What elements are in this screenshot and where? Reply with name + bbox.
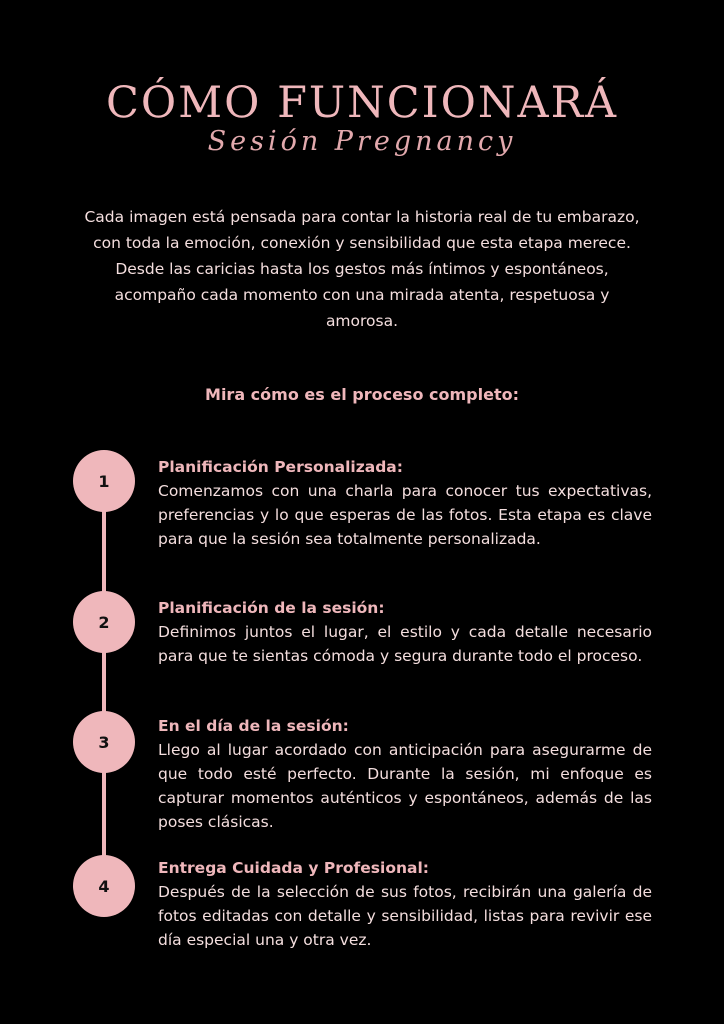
step-number-3: 3 xyxy=(73,711,135,773)
step-4 xyxy=(158,856,652,952)
step-body: Después de la selección de sus fotos, recibirán una galería de fotos editadas con detalle y sensibilidad, listas para revivir ese día especial una y otra vez. xyxy=(158,883,652,949)
page-subtitle: Sesión Pregnancy xyxy=(207,126,517,157)
step-body: Definimos juntos el lugar, el estilo y cada detalle necesario para que te sientas cómoda y segura durante todo el proceso. xyxy=(158,623,652,665)
step-number-1: 1 xyxy=(73,450,135,512)
page-title: CÓMO FUNCIONARÁ xyxy=(105,78,619,128)
timeline-line xyxy=(102,480,106,885)
step-body: Llego al lugar acordado con anticipación para asegurarme de que todo esté perfecto. Durante la sesión, mi enfoque es capturar momentos auténticos y espontáneos, además de las poses clásicas. xyxy=(158,741,652,831)
step-title: Planificación de la sesión: xyxy=(158,599,385,617)
step-body: Comenzamos con una charla para conocer tus expectativas, preferencias y lo que esperas de las fotos. Esta etapa es clave para que la sesión sea totalmente personalizada. xyxy=(158,482,652,548)
step-title: En el día de la sesión: xyxy=(158,717,349,735)
step-3 xyxy=(158,714,652,834)
step-title: Planificación Personalizada: xyxy=(158,458,403,476)
step-number-2: 2 xyxy=(73,591,135,653)
step-1 xyxy=(158,455,652,551)
step-title: Entrega Cuidada y Profesional: xyxy=(158,859,429,877)
intro-paragraph: Cada imagen está pensada para contar la historia real de tu embarazo, con toda la emoción, conexión y sensibilidad que esta etapa merece. Desde las caricias hasta los gestos más íntimos y espontáneos, acompaño cada momento con una mirada atenta, respetuosa y amorosa. xyxy=(84,208,640,330)
step-2 xyxy=(158,596,652,668)
process-heading: Mira cómo es el proceso completo: xyxy=(205,385,519,404)
step-number-4: 4 xyxy=(73,855,135,917)
